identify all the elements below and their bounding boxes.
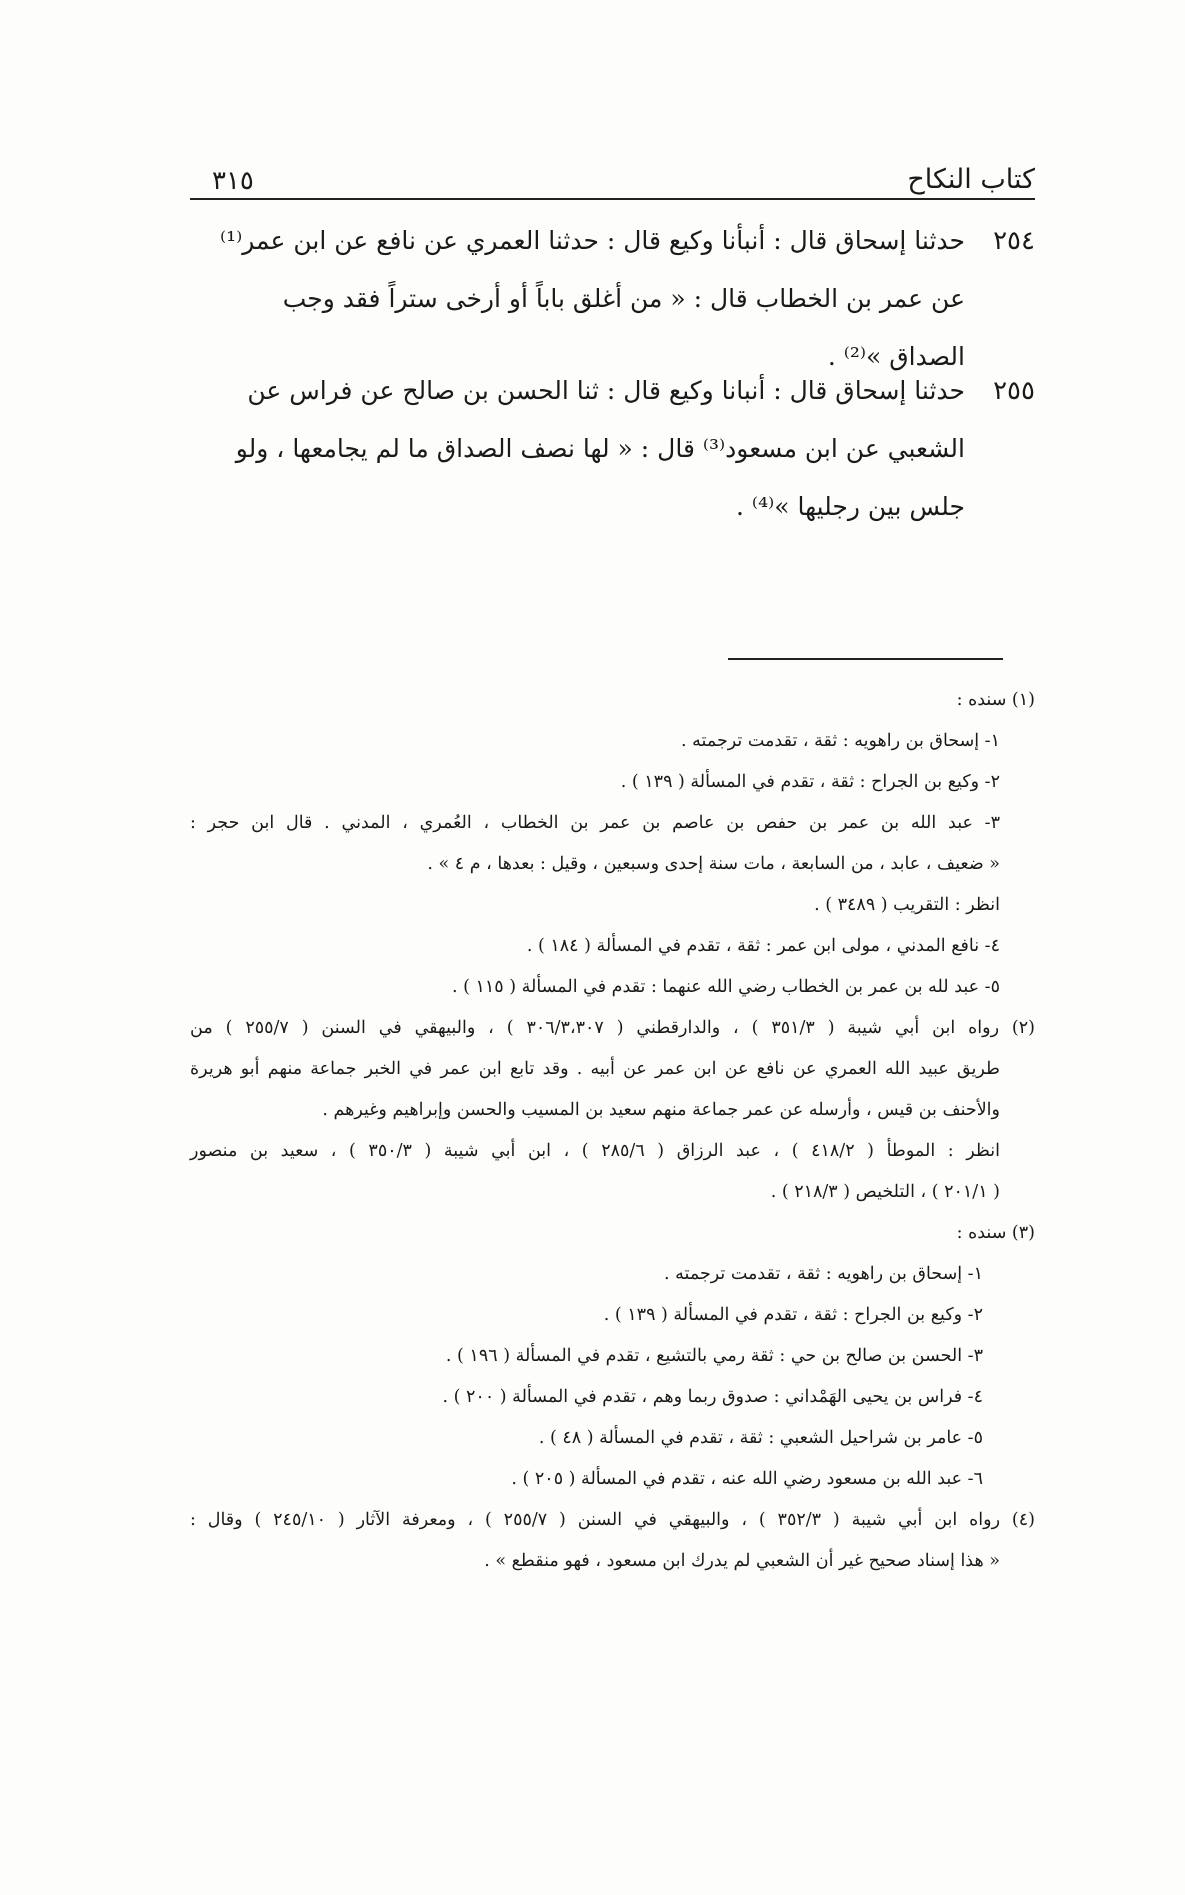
footnote-line: ٢- وكيع بن الجراح : ثقة ، تقدم في المسألة ( ١٣٩ ) . [603,1305,983,1325]
footnote-line: ٦- عبد الله بن مسعود رضي الله عنه ، تقدم في المسألة ( ٢٠٥ ) . [511,1469,983,1489]
footnote-line: ٢- وكيع بن الجراح : ثقة ، تقدم في المسألة ( ١٣٩ ) . [620,772,1000,792]
footnote-line: ١- إسحاق بن راهويه : ثقة ، تقدمت ترجمته . [681,731,1000,751]
footnote-line: والأحنف بن قيس ، وأرسله عن عمر جماعة منهم سعيد بن المسيب والحسن وإبراهيم وغيرهم . [322,1100,1000,1120]
page-header [190,158,1035,200]
footnotes [190,680,1035,1582]
footnote-line: (٣) سنده : [956,1223,1035,1243]
footnote-line: ( ٢٠١/١ ) ، التلخيص ( ٢١٨/٣ ) . [770,1182,1000,1202]
book-title: كتاب النكاح [907,164,1035,195]
footnote-line: « ضعيف ، عابد ، من السابعة ، مات سنة إحدى وسبعين ، وقيل : بعدها ، م ٤ » . [427,854,1000,874]
hadith-line: الشعبي عن ابن مسعود⁽³⁾ قال : « لها نصف الصداق ما لم يجامعها ، ولو [235,434,965,463]
hadith-line: جلس بين رجليها »⁽⁴⁾ . [736,492,965,521]
footnote-line: انظر : الموطأ ( ٤١٨/٢ ) ، عبد الرزاق ( ٢٨٥/٦ ) ، ابن أبي شيبة ( ٣٥٠/٣ ) ، سعيد بن منصور [190,1141,1000,1161]
footnote-line: ٣- عبد الله بن عمر بن حفص بن عاصم بن عمر بن الخطاب ، العُمري ، المدني . قال ابن حجر : [190,813,1000,833]
hadith-line: الصداق »⁽²⁾ . [827,342,965,371]
footnote-line: طريق عبيد الله العمري عن نافع عن ابن عمر عن أبيه . وقد تابع ابن عمر في الخبر جماعة منهم أبو هريرة [190,1059,1000,1079]
hadith-text [190,362,965,536]
footnote-line: ٤- فراس بن يحيى الهَمْداني : صدوق ربما وهم ، تقدم في المسألة ( ٢٠٠ ) . [442,1387,983,1407]
footnote-line: ٤- نافع المدني ، مولى ابن عمر : ثقة ، تقدم في المسألة ( ١٨٤ ) . [526,936,1000,956]
footnote-line: انظر : التقريب ( ٣٤٨٩ ) . [814,895,1000,915]
footnote-line: ٥- عبد لله بن عمر بن الخطاب رضي الله عنهما : تقدم في المسألة ( ١١٥ ) . [451,977,1000,997]
hadith-line: حدثنا إسحاق قال : أنبأنا وكيع قال : حدثنا العمري عن نافع عن ابن عمر⁽¹⁾ [219,226,965,255]
hadith-254 [190,212,1035,386]
footnote-line: ٥- عامر بن شراحيل الشعبي : ثقة ، تقدم في المسألة ( ٤٨ ) . [538,1428,983,1448]
footnote-line: (٤) رواه ابن أبي شيبة ( ٣٥٢/٣ ) ، والبيهقي في السنن ( ٢٥٥/٧ ) ، ومعرفة الآثار ( ٢٤٥/١٠ ) وقال : [190,1510,1035,1530]
footnote-separator [728,658,1003,660]
hadith-line: حدثنا إسحاق قال : أنبانا وكيع قال : ثنا الحسن بن صالح عن فراس عن [247,376,965,405]
footnote-line: (٢) رواه ابن أبي شيبة ( ٣٥١/٣ ) ، والدارقطني ( ٣٠٦/٣،٣٠٧ ) ، والبيهقي في السنن ( ٢٥٥/٧ ) من [190,1018,1035,1038]
page-number: ٣١٥ [212,166,254,196]
footnote-line: ٣- الحسن بن صالح بن حي : ثقة رمي بالتشيع ، تقدم في المسألة ( ١٩٦ ) . [445,1346,983,1366]
header-rule [190,198,1035,200]
hadith-text [190,212,965,386]
footnote-line: (١) سنده : [956,690,1035,710]
footnote-line: « هذا إسناد صحيح غير أن الشعبي لم يدرك ابن مسعود ، فهو منقطع » . [484,1551,1000,1571]
hadith-line: عن عمر بن الخطاب قال : « من أغلق باباً أو أرخى ستراً فقد وجب [282,284,965,313]
footnote-line: ١- إسحاق بن راهويه : ثقة ، تقدمت ترجمته . [664,1264,983,1284]
hadith-number: ٢٥٥ [993,376,1035,406]
hadith-255 [190,362,1035,536]
hadith-number: ٢٥٤ [993,226,1035,256]
